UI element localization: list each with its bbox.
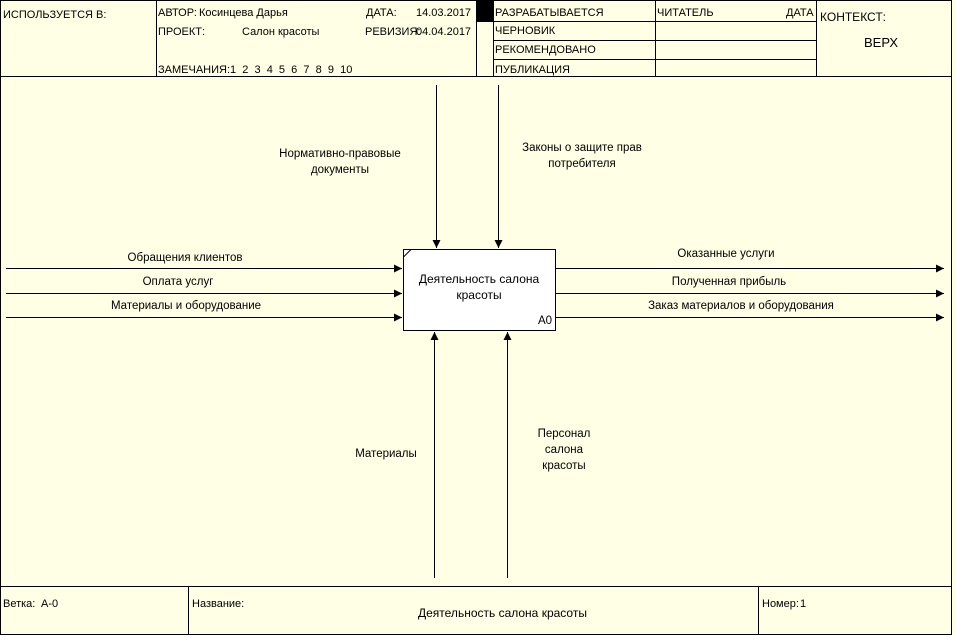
number-value: 1 (800, 598, 807, 610)
output-label-1: Оказанные услуги (677, 248, 775, 260)
activity-title: Деятельность салона красоты (418, 272, 540, 302)
project-value: Салон красоты (242, 26, 320, 38)
output-label-3: Заказ материалов и оборудования (648, 300, 834, 312)
revision-value: 04.04.2017 (416, 26, 472, 38)
author-value: Косинцева Дарья (199, 7, 288, 19)
title-value: Деятельность салона красоты (418, 606, 587, 620)
used-in-label: ИСПОЛЬЗУЕТСЯ В: (3, 9, 107, 21)
context-label: КОНТЕКСТ: (820, 10, 886, 24)
node-value: А-0 (41, 598, 59, 610)
output-label-2: Полученная прибыль (671, 276, 787, 288)
status-recommended: РЕКОМЕНДОВАНО (495, 44, 596, 56)
control-label-2: Законы о защите прав потребителя (522, 142, 642, 170)
input-label-3: Материалы и оборудование (110, 300, 262, 312)
date-value: 14.03.2017 (416, 7, 472, 19)
revision-label: РЕВИЗИЯ: (365, 26, 421, 38)
mechanism-label-1: Материалы (355, 448, 417, 460)
status-marker (477, 1, 493, 21)
title-label: Название: (192, 598, 245, 610)
reader-date-label: ДАТА (786, 7, 814, 19)
number-label: Номер: (762, 598, 799, 610)
input-label-1: Обращения клиентов (127, 252, 243, 264)
status-draft: ЧЕРНОВИК (495, 25, 556, 37)
mechanism-label-2: Персонал салона красоты (537, 428, 591, 472)
status-publication: ПУБЛИКАЦИЯ (495, 64, 570, 76)
context-value: ВЕРХ (864, 35, 899, 50)
activity-id: A0 (538, 315, 553, 327)
date-label: ДАТА: (366, 7, 397, 19)
notes-value: 1 2 3 4 5 6 7 8 9 10 (230, 64, 353, 76)
project-label: ПРОЕКТ: (158, 26, 206, 38)
input-label-2: Оплата услуг (142, 276, 214, 288)
node-label: Ветка: (3, 598, 36, 610)
reader-label: ЧИТАТЕЛЬ (657, 7, 714, 19)
status-developing: РАЗРАБАТЫВАЕТСЯ (495, 7, 604, 19)
author-label: АВТОР: (158, 7, 197, 19)
control-label-1: Нормативно-правовые документы (279, 148, 401, 176)
notes-label: ЗАМЕЧАНИЯ: (158, 64, 230, 76)
